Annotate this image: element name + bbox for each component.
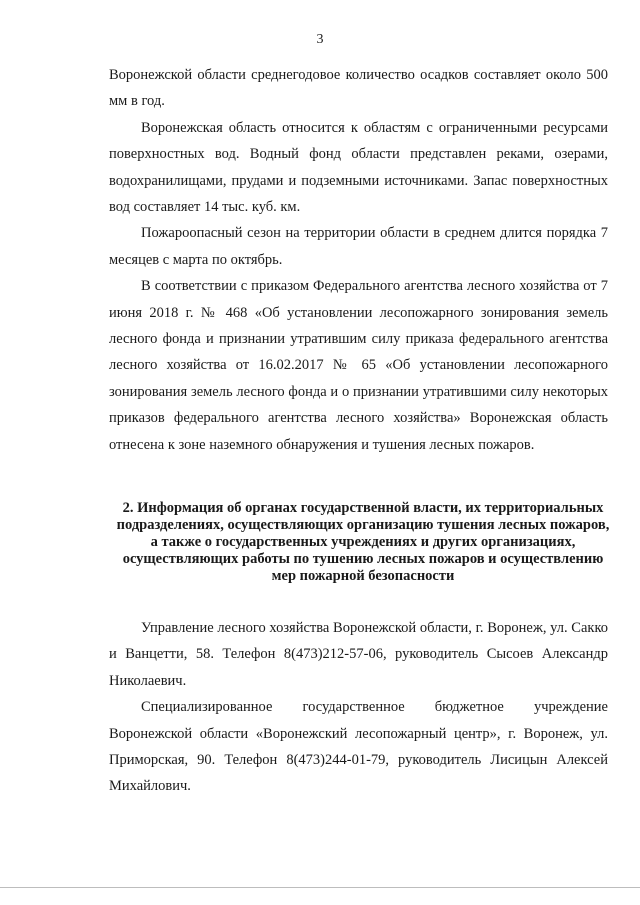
page-number: 3 <box>316 32 324 47</box>
organization-fire-center: Специализированное государственное бюджетное учреждение Воронежской области «Воронежский лесопожарный центр», г. Воронеж, ул. Приморская, 90. Телефон 8(473)244-01-79, руководитель Лисицын Алексей Михайлович. <box>109 699 608 795</box>
page-bottom-rule <box>0 887 640 888</box>
paragraph-precipitation: Воронежской области среднегодовое количество осадков составляет около 500 мм в год. <box>109 67 608 110</box>
section-heading: 2. Информация об органах государственной власти, их территориальных подразделениях, осуществляющих организацию тушения лесных пожаров, а также о государственных учреждениях и других организациях, осуществляющих работы по тушению лесных пожаров и осуществлению мер пожарной безопасности <box>116 500 610 584</box>
organizations-list <box>109 615 608 800</box>
paragraph-water-resources: Воронежская область относится к областям с ограниченными ресурсами поверхностных вод. Водный фонд области представлен реками, озерами, водохранилищами, прудами и подземными источниками. Запас поверхностных вод составляет 14 тыс. куб. км. <box>109 119 608 216</box>
paragraph-fire-zoning-order: В соответствии с приказом Федерального агентства лесного хозяйства от 7 июня 2018 г. № 468 «Об установлении лесопожарного зонирования земель лесного фонда и признании утратившим силу приказа федерального агентства лесного хозяйства от 16.02.2017 № 65 «Об установлении лесопожарного зонирования земель лесного фонда и о признании утратившими силу некоторых приказов федерального агентства лесного хозяйства» Воронежская область отнесена к зоне наземного обнаружения и тушения лесных пожаров. <box>109 278 608 453</box>
body-text <box>109 62 608 458</box>
paragraph-fire-season: Пожароопасный сезон на территории области в среднем длится порядка 7 месяцев с марта по октябрь. <box>109 225 608 268</box>
organization-forestry-department: Управление лесного хозяйства Воронежской области, г. Воронеж, ул. Сакко и Ванцетти, 58. Телефон 8(473)212-57-06, руководитель Сысоев Александр Николаевич. <box>109 620 608 689</box>
